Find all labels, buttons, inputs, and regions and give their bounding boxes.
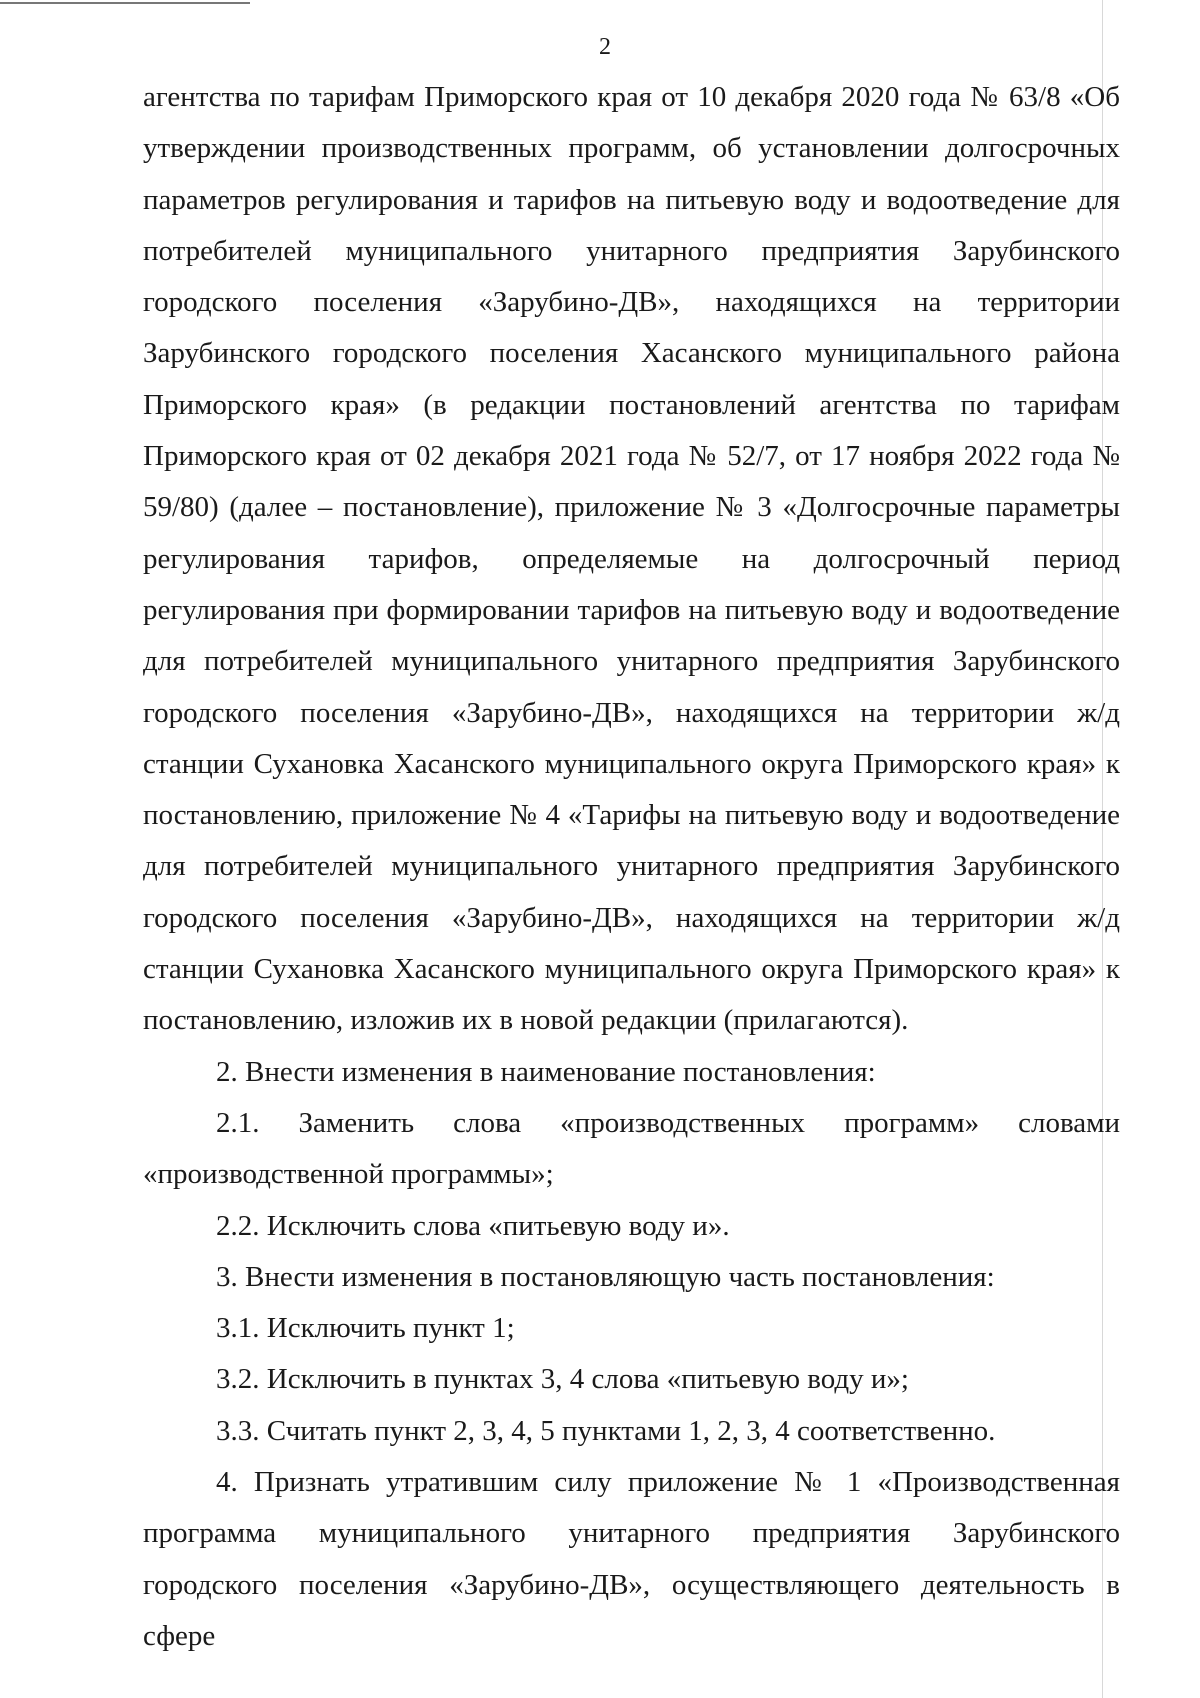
paragraph-item-4: 4. Признать утратившим силу приложение № 1 «Производственная программа муниципального унитарного предприятия Зарубинского городского поселения «Зарубино-ДВ», осуществляющего деятельность в сфере xyxy=(143,1466,1120,1652)
paragraph-continuation: агентства по тарифам Приморского края от 10 декабря 2020 года № 63/8 «Об утверждении производственных программ, об установлении долгосрочных параметров регулирования и тарифов на питьевую воду и водоотведение для потребителей муниципального унитарного предприятия Зарубинского городского поселения «Зарубино-ДВ», находящихся на территории Зарубинского городского поселения Хасанского муниципального района Приморского края» (в редакции постановлений агентства по тарифам Приморского края от 02 декабря 2021 года № 52/7, от 17 ноября 2022 года № 59/80) (далее – постановление), приложение № 3 «Долгосрочные параметры регулирования тарифов, определяемые на долгосрочный период регулирования при формировании тарифов на питьевую воду и водоотведение для потребителей муниципального унитарного предприятия Зарубинского городского поселения «Зарубино-ДВ», находящихся на территории ж/д станции Сухановка Хасанского муниципального округа Приморского края» к постановлению, приложение № 4 «Тарифы на питьевую воду и водоотведение для потребителей муниципального унитарного предприятия Зарубинского городского поселения «Зарубино-ДВ», находящихся на территории ж/д станции Сухановка Хасанского муниципального округа Приморского края» к постановлению, изложив их в новой редакции (прилагаются). xyxy=(143,81,1120,1037)
paragraph-item-3: 3. Внести изменения в постановляющую часть постановления: xyxy=(216,1260,995,1293)
paragraph-item-3-3: 3.3. Считать пункт 2, 3, 4, 5 пунктами 1, 2, 3, 4 соответственно. xyxy=(216,1414,996,1447)
scan-top-rule xyxy=(0,2,250,4)
page-number: 2 xyxy=(599,34,611,60)
document-body xyxy=(143,72,1120,1662)
paragraph-item-2: 2. Внести изменения в наименование постановления: xyxy=(216,1055,876,1088)
paragraph-item-2-2: 2.2. Исключить слова «питьевую воду и». xyxy=(216,1209,730,1242)
paragraph-item-3-2: 3.2. Исключить в пунктах 3, 4 слова «питьевую воду и»; xyxy=(216,1363,909,1396)
paragraph-item-3-1: 3.1. Исключить пункт 1; xyxy=(216,1312,515,1345)
paragraph-item-2-1: 2.1. Заменить слова «производственных программ» словами «производственной программы»; xyxy=(143,1106,1120,1191)
